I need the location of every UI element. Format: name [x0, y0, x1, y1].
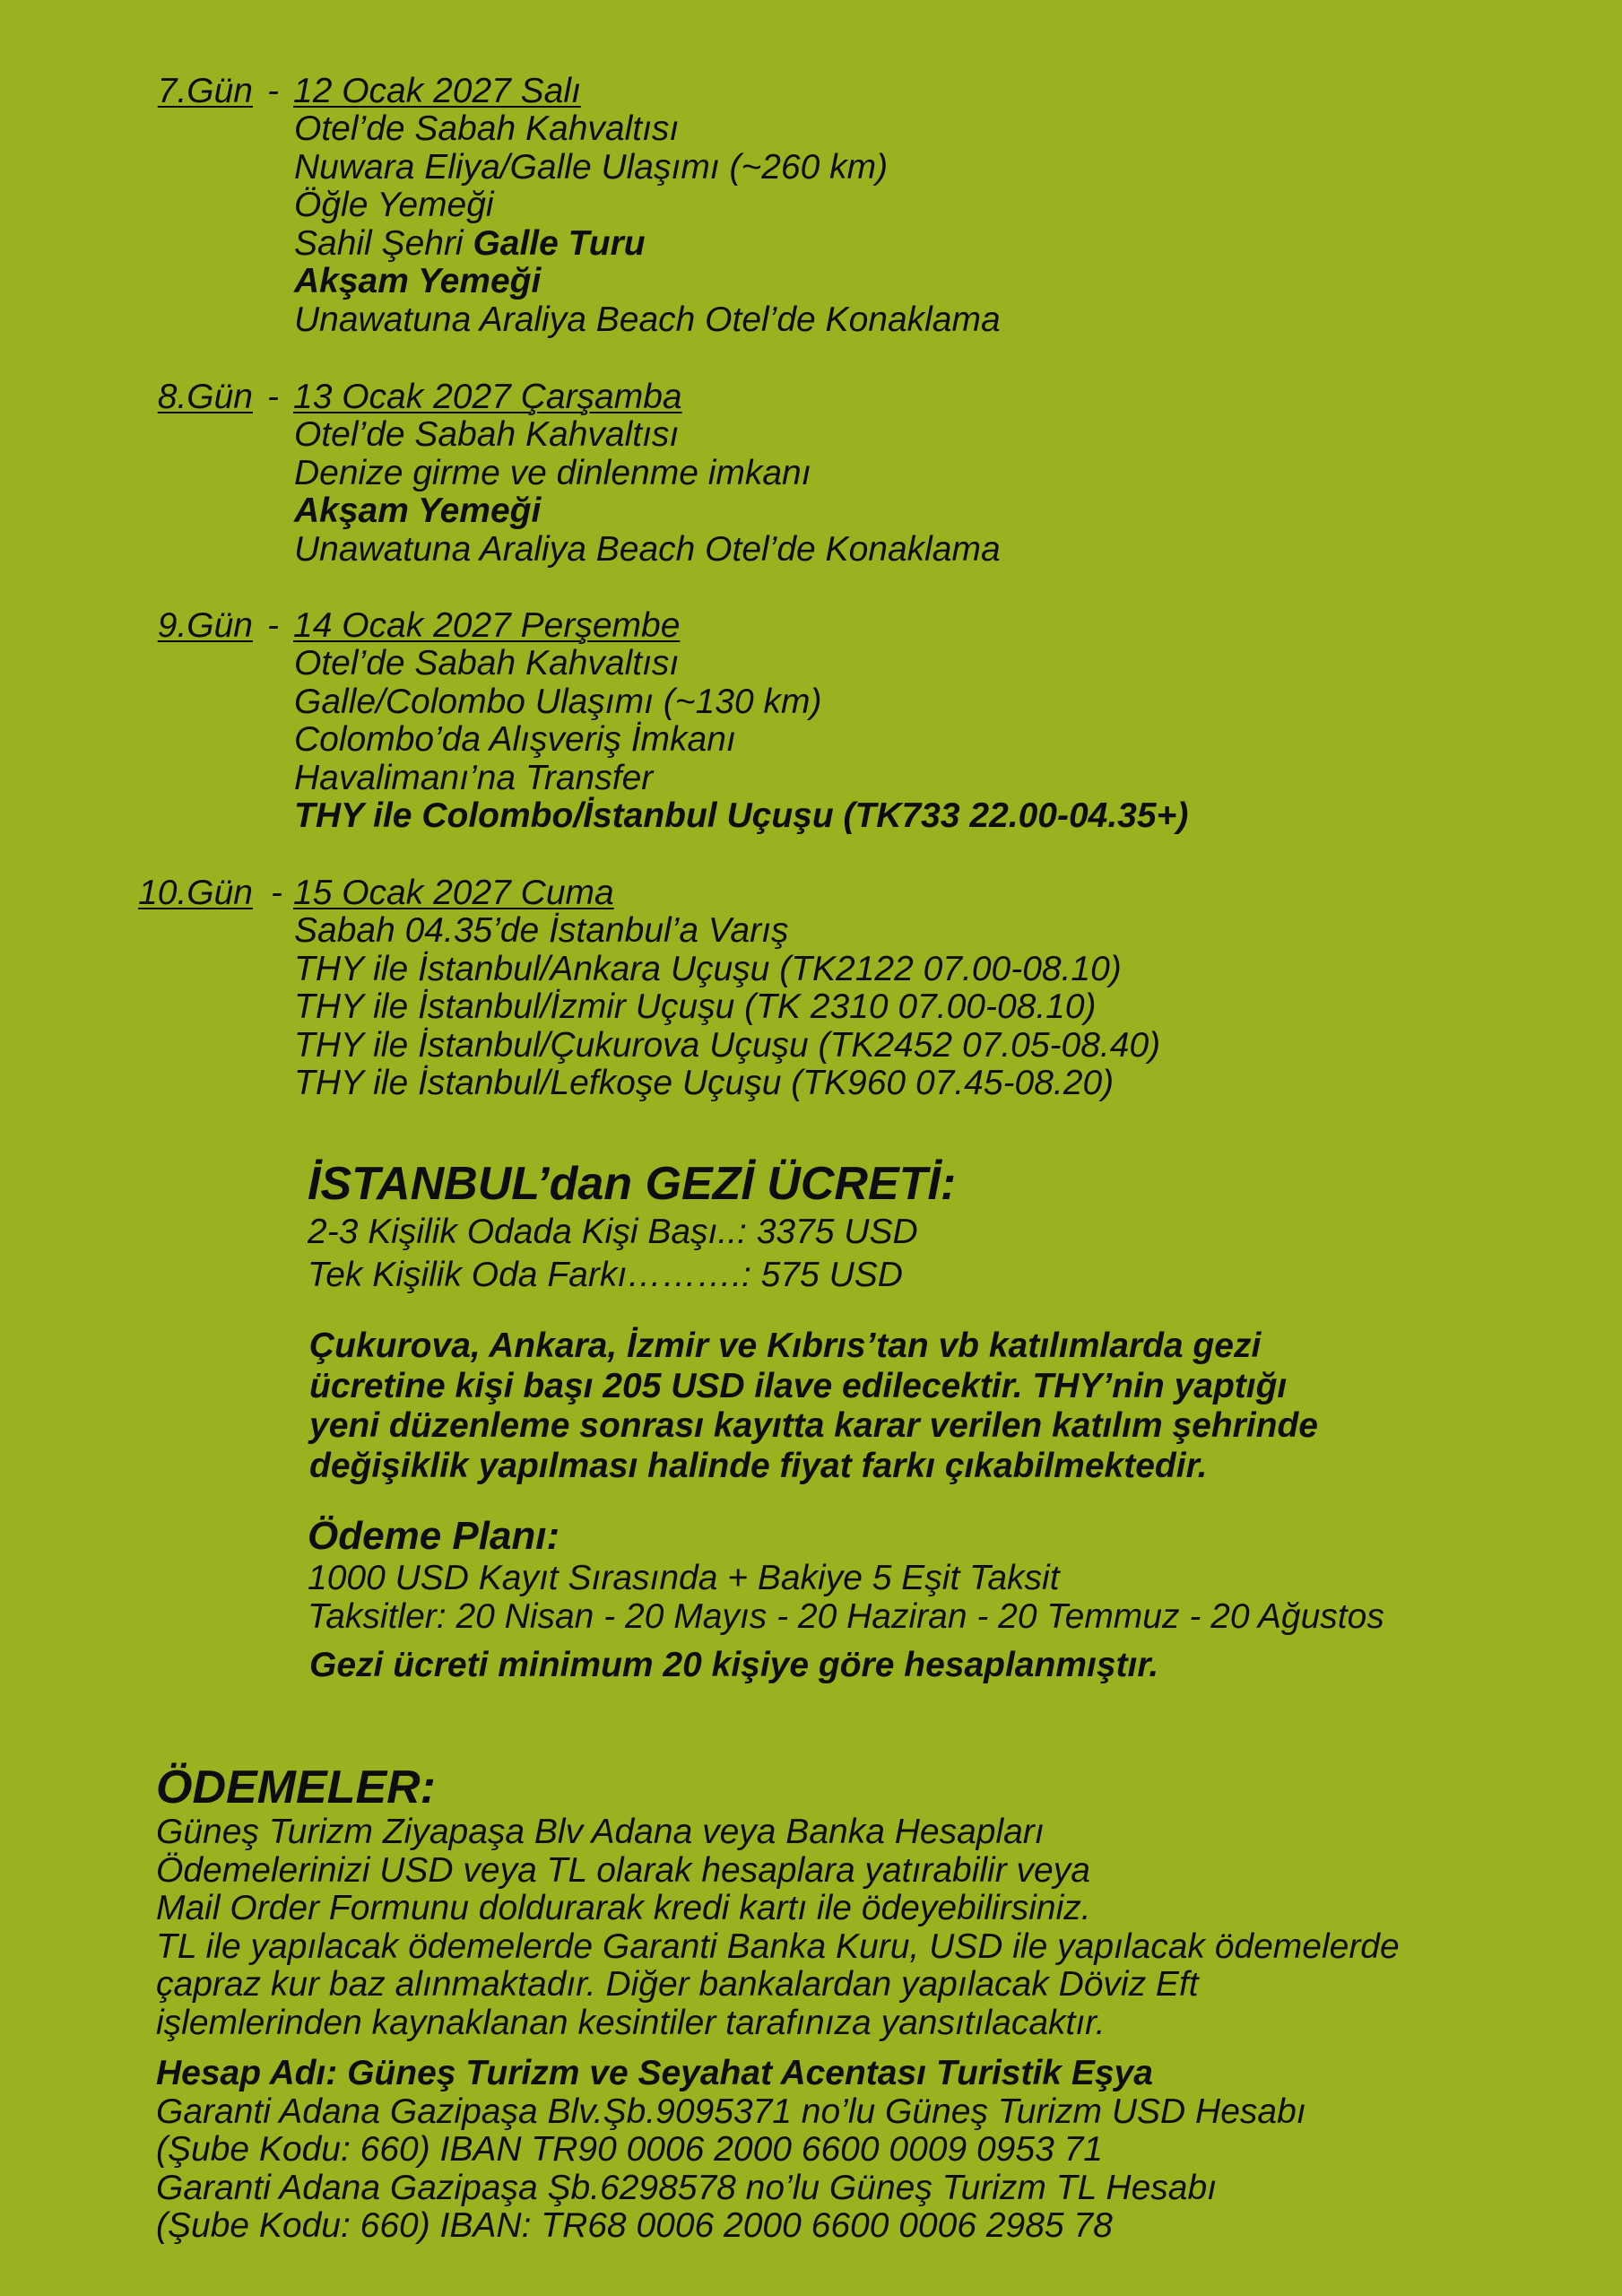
price-line: 2-3 Kişilik Odada Kişi Başı..: 3375 USD	[308, 1213, 918, 1251]
day-header	[0, 874, 1622, 912]
payment-line: işlemlerinden kaynaklanan kesintiler tarafınıza yansıtılacaktır.	[156, 2003, 1106, 2042]
day-date: 13 Ocak 2027 Çarşamba	[293, 378, 682, 416]
day-7-section	[0, 73, 1622, 339]
itinerary-text: Colombo’da Alışveriş İmkanı	[294, 720, 736, 759]
day-dash: -	[267, 378, 279, 416]
itinerary-text: THY ile İstanbul/Çukurova Uçuşu (TK2452 07.05-08.40)	[294, 1025, 1161, 1065]
day-8-section	[0, 378, 1622, 569]
itinerary-text: Galle/Colombo Ulaşımı (~130 km)	[294, 682, 822, 721]
note-line: yeni düzenleme sonrası kayıtta karar verilen katılım şehrinde	[309, 1406, 1319, 1445]
itinerary-line	[294, 225, 1622, 264]
account-line: (Şube Kodu: 660) IBAN: TR68 0006 2000 6600 0006 2985 78	[156, 2206, 1113, 2245]
pricing-title: İSTANBUL’dan GEZİ ÜCRETİ:	[308, 1158, 957, 1210]
itinerary-line	[294, 149, 1622, 187]
day-date: 14 Ocak 2027 Perşembe	[293, 606, 681, 645]
itinerary-text: Sahil Şehri	[294, 223, 473, 263]
account-line: Garanti Adana Gazipaşa Blv.Şb.9095371 no’lu Güneş Turizm USD Hesabı	[156, 2092, 1306, 2131]
payment-line: Güneş Turizm Ziyapaşa Blv Adana veya Banka Hesapları	[156, 1813, 1045, 1851]
day-label: 9.Gün	[157, 606, 253, 645]
itinerary-line	[294, 1065, 1622, 1103]
itinerary-text: Nuwara Eliya/Galle Ulaşımı (~260 km)	[294, 147, 889, 187]
payment-line: TL ile yapılacak ödemelerde Garanti Banka Kuru, USD ile yapılacak ödemelerde	[156, 1926, 1400, 1966]
day-9-section	[0, 607, 1622, 836]
note-line: ücretine kişi başı 205 USD ilave edilecektir. THY’nin yaptığı	[309, 1366, 1288, 1405]
account-line: Garanti Adana Gazipaşa Şb.6298578 no’lu Güneş Turizm TL Hesabı	[156, 2168, 1217, 2207]
plan-line: Taksitler: 20 Nisan - 20 Mayıs - 20 Haziran - 20 Temmuz - 20 Ağustos	[308, 1596, 1384, 1636]
payment-line: Mail Order Formunu doldurarak kredi kartı ile ödeyebilirsiniz.	[156, 1889, 1091, 1927]
day-header	[0, 607, 1622, 645]
itinerary-text: Otel’de Sabah Kahvaltısı	[294, 109, 680, 148]
itinerary-text: Havalimanı’na Transfer	[294, 758, 654, 797]
day-items	[294, 110, 1622, 339]
itinerary-text: Otel’de Sabah Kahvaltısı	[294, 644, 680, 683]
price-line: Tek Kişilik Oda Farkı……….: 575 USD	[308, 1256, 903, 1294]
itinerary-line	[294, 301, 1622, 340]
day-date: 12 Ocak 2027 Salı	[293, 72, 581, 110]
account-name: Hesap Adı: Güneş Turizm ve Seyahat Acentası Turistik Eşya	[156, 2054, 1153, 2092]
itinerary-line	[294, 492, 1622, 531]
pricing-note	[309, 1326, 1563, 1486]
itinerary-text: Unawatuna Araliya Beach Otel’de Konaklama	[294, 529, 1001, 569]
itinerary-line	[294, 951, 1622, 989]
itinerary-line	[294, 912, 1622, 951]
itinerary-line	[294, 760, 1622, 798]
itinerary-line	[294, 187, 1622, 225]
payments-info	[156, 1813, 1591, 2042]
day-dash: -	[267, 606, 279, 645]
itinerary-line	[294, 110, 1622, 149]
itinerary-line	[294, 531, 1622, 570]
itinerary-highlight: THY ile Colombo/İstanbul Uçuşu (TK733 22.00-04.35+)	[294, 796, 1189, 835]
day-items	[294, 912, 1622, 1103]
itinerary-text: Öğle Yemeği	[294, 186, 494, 224]
payments-section	[156, 1761, 1591, 2246]
account-line: (Şube Kodu: 660) IBAN TR90 0006 2000 6600 0009 0953 71	[156, 2130, 1103, 2169]
itinerary-highlight: Galle Turu	[473, 223, 646, 263]
itinerary-line	[294, 416, 1622, 455]
day-date: 15 Ocak 2027 Cuma	[293, 874, 614, 912]
itinerary-highlight: Akşam Yemeği	[294, 491, 542, 530]
day-label: 7.Gün	[157, 72, 253, 110]
payment-plan-title: Ödeme Planı:	[308, 1514, 560, 1558]
itinerary-line	[294, 988, 1622, 1027]
plan-line: 1000 USD Kayıt Sırasında + Bakiye 5 Eşit Taksit	[308, 1559, 1060, 1597]
payment-line: çapraz kur baz alınmaktadır. Diğer bankalardan yapılacak Döviz Eft	[156, 1965, 1199, 2004]
pricing-section	[308, 1157, 1563, 1685]
day-items	[294, 645, 1622, 836]
day-header	[0, 73, 1622, 110]
itinerary-text: Denize girme ve dinlenme imkanı	[294, 453, 811, 492]
note-line: değişiklik yapılması halinde fiyat farkı çıkabilmektedir.	[309, 1446, 1208, 1485]
itinerary-text: THY ile İstanbul/Lefkoşe Uçuşu (TK960 07.45-08.20)	[294, 1064, 1115, 1102]
itinerary-highlight: Akşam Yemeği	[294, 262, 542, 300]
itinerary-line	[294, 645, 1622, 683]
itinerary-line	[294, 797, 1622, 836]
day-header	[0, 378, 1622, 416]
itinerary-text: Unawatuna Araliya Beach Otel’de Konaklama	[294, 300, 1001, 339]
price-list	[308, 1211, 1563, 1297]
itinerary-text: Otel’de Sabah Kahvaltısı	[294, 415, 680, 454]
day-label: 8.Gün	[157, 378, 253, 416]
bank-accounts	[156, 2093, 1591, 2246]
payment-line: Ödemelerinizi USD veya TL olarak hesaplara yatırabilir veya	[156, 1850, 1090, 1890]
payment-plan	[308, 1560, 1563, 1636]
day-label: 10.Gün	[138, 874, 253, 912]
day-items	[294, 416, 1622, 569]
day-dash: -	[271, 874, 282, 912]
itinerary-line	[294, 263, 1622, 301]
itinerary-text: Sabah 04.35’de İstanbul’a Varış	[294, 911, 789, 950]
payments-title: ÖDEMELER:	[156, 1761, 436, 1813]
itinerary-line	[294, 683, 1622, 722]
itinerary-text: THY ile İstanbul/İzmir Uçuşu (TK 2310 07.00-08.10)	[294, 987, 1097, 1026]
note-line: Çukurova, Ankara, İzmir ve Kıbrıs’tan vb katılımlarda gezi	[309, 1326, 1262, 1365]
day-dash: -	[267, 72, 279, 110]
day-10-section	[0, 874, 1622, 1103]
itinerary-line	[294, 1027, 1622, 1065]
itinerary-line	[294, 455, 1622, 493]
itinerary-text: THY ile İstanbul/Ankara Uçuşu (TK2122 07.00-08.10)	[294, 949, 1122, 988]
itinerary-line	[294, 721, 1622, 760]
minimum-note: Gezi ücreti minimum 20 kişiye göre hesaplanmıştır.	[309, 1646, 1159, 1684]
